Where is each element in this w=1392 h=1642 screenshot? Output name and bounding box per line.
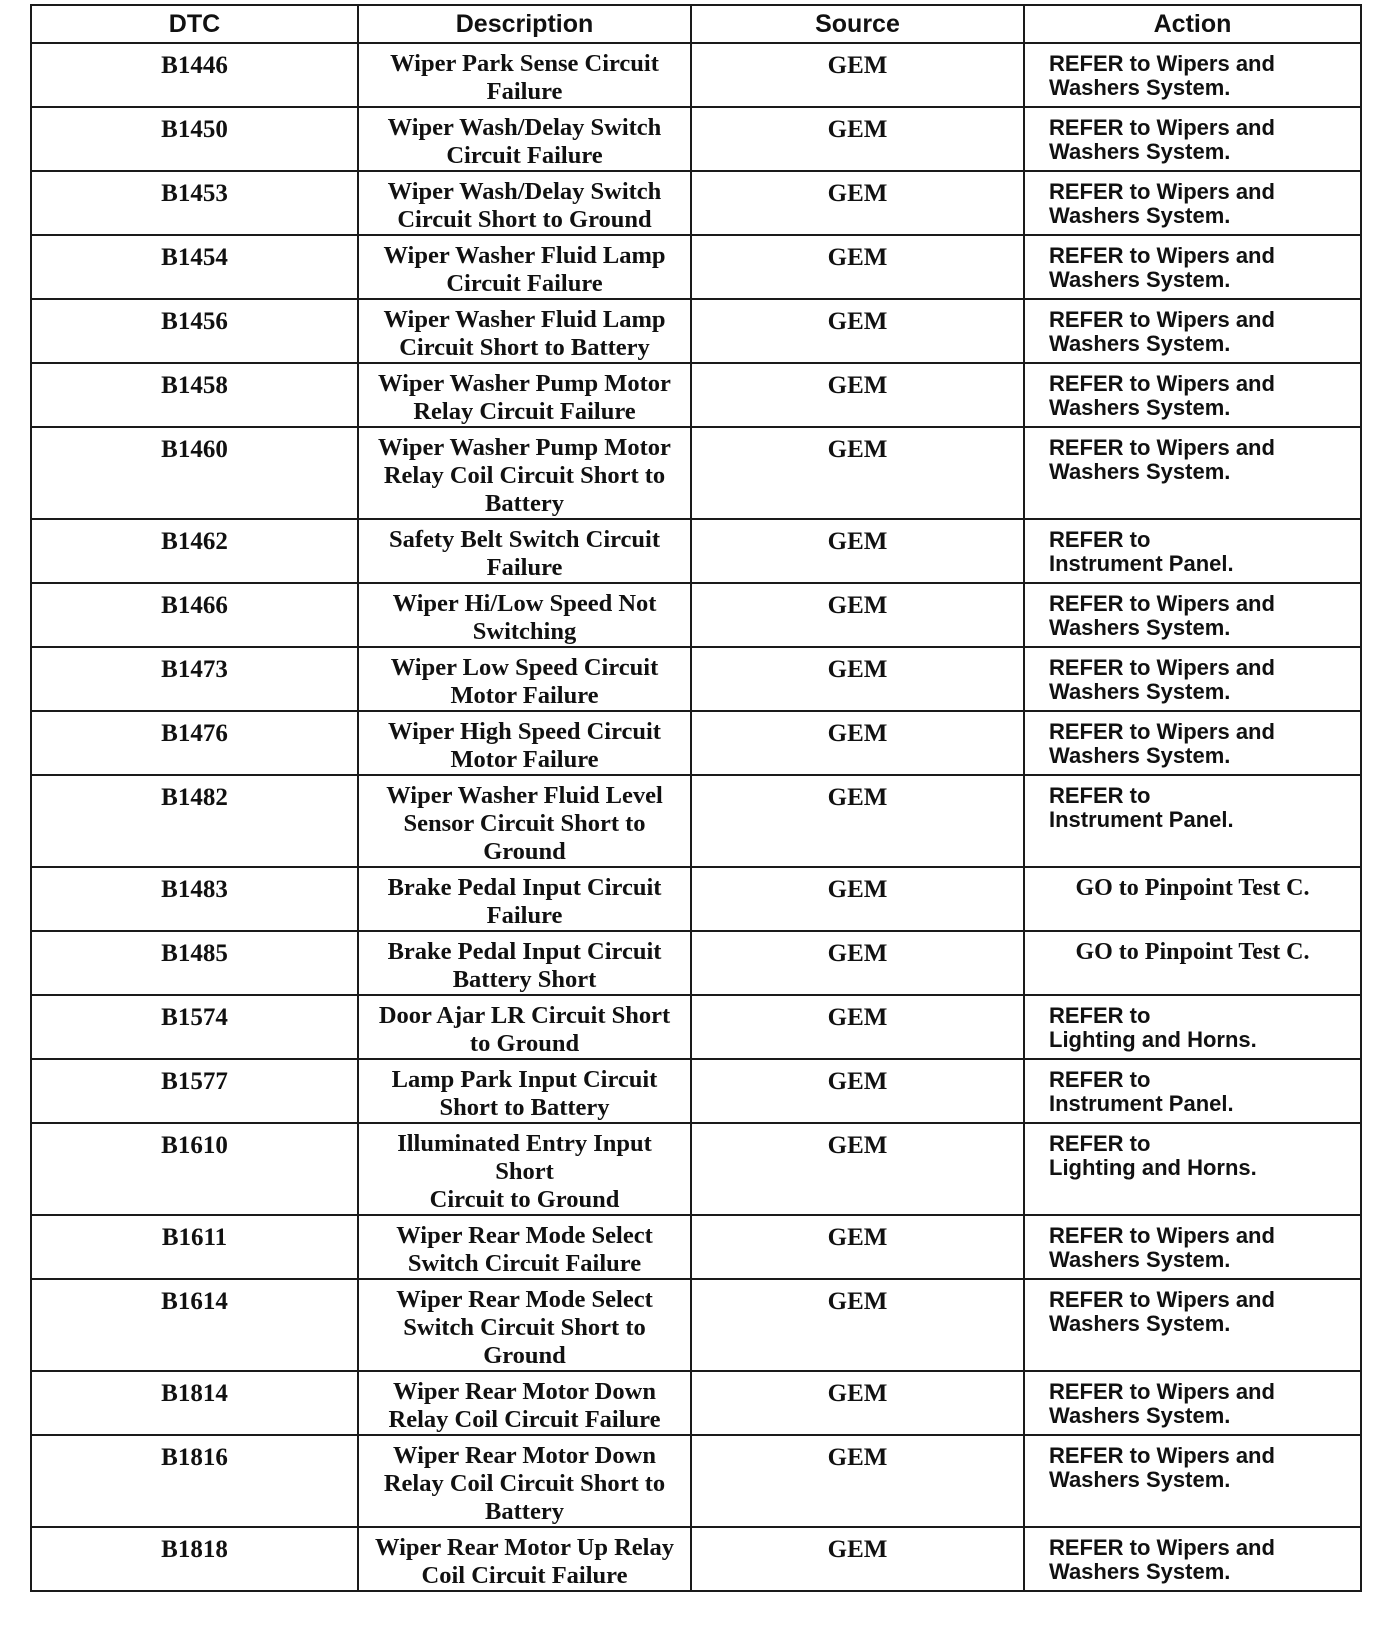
description-line: Wiper Rear Mode Select	[396, 1222, 653, 1249]
action-line: REFER to Wipers and	[1049, 591, 1275, 616]
dtc-source: GEM	[691, 1527, 1024, 1591]
description-line: Brake Pedal Input Circuit	[387, 938, 662, 965]
dtc-action	[1024, 775, 1361, 867]
action-line: Washers System.	[1049, 1559, 1231, 1584]
dtc-description	[358, 775, 691, 867]
table-row	[31, 1279, 1361, 1371]
dtc-source: GEM	[691, 1279, 1024, 1371]
dtc-action	[1024, 519, 1361, 583]
description-line: Wiper Hi/Low Speed Not	[392, 590, 657, 617]
action-line: Washers System.	[1049, 1467, 1231, 1492]
description-line: Wiper Washer Pump Motor	[378, 434, 671, 461]
description-line: Wiper Rear Mode Select	[396, 1286, 653, 1313]
dtc-code: B1453	[31, 171, 358, 235]
dtc-description	[358, 1371, 691, 1435]
dtc-code: B1483	[31, 867, 358, 931]
dtc-action	[1024, 647, 1361, 711]
dtc-source: GEM	[691, 1435, 1024, 1527]
action-line: Washers System.	[1049, 331, 1231, 356]
dtc-description	[358, 995, 691, 1059]
action-line: REFER to	[1049, 783, 1151, 808]
dtc-description	[358, 1123, 691, 1215]
action-line: REFER to Wipers and	[1049, 115, 1275, 140]
description-line: Brake Pedal Input Circuit	[387, 874, 662, 901]
table-header-row	[31, 5, 1361, 43]
action-line: Washers System.	[1049, 75, 1231, 100]
description-line: Wiper Wash/Delay Switch	[387, 178, 662, 205]
action-line: REFER to Wipers and	[1049, 307, 1275, 332]
table-row	[31, 235, 1361, 299]
dtc-code: B1476	[31, 711, 358, 775]
description-line: Wiper Park Sense Circuit	[390, 50, 659, 77]
description-line: Wiper High Speed Circuit	[388, 718, 661, 745]
dtc-source: GEM	[691, 171, 1024, 235]
dtc-source: GEM	[691, 995, 1024, 1059]
dtc-description	[358, 1215, 691, 1279]
action-line: Instrument Panel.	[1049, 551, 1234, 576]
dtc-source: GEM	[691, 647, 1024, 711]
description-line: Circuit to Ground	[429, 1186, 620, 1213]
action-line: Washers System.	[1049, 679, 1231, 704]
description-line: Wiper Washer Fluid Lamp	[383, 306, 666, 333]
dtc-action	[1024, 171, 1361, 235]
dtc-source: GEM	[691, 775, 1024, 867]
dtc-code: B1473	[31, 647, 358, 711]
description-line: Battery	[485, 1498, 564, 1525]
action-line: GO to Pinpoint Test C.	[1075, 875, 1310, 901]
description-line: Relay Coil Circuit Failure	[388, 1406, 661, 1433]
description-line: Wiper Rear Motor Down	[393, 1442, 656, 1469]
action-line: REFER to Wipers and	[1049, 51, 1275, 76]
dtc-code: B1614	[31, 1279, 358, 1371]
dtc-description	[358, 235, 691, 299]
table-row	[31, 107, 1361, 171]
action-line: REFER to	[1049, 527, 1151, 552]
header-description: Description	[358, 5, 691, 43]
action-line: GO to Pinpoint Test C.	[1075, 939, 1310, 965]
dtc-description	[358, 931, 691, 995]
description-line: Wiper Rear Motor Up Relay	[375, 1534, 674, 1561]
action-line: REFER to Wipers and	[1049, 1287, 1275, 1312]
description-line: Relay Coil Circuit Short to	[383, 462, 666, 489]
action-line: REFER to Wipers and	[1049, 1443, 1275, 1468]
dtc-code: B1814	[31, 1371, 358, 1435]
dtc-source: GEM	[691, 931, 1024, 995]
dtc-action	[1024, 363, 1361, 427]
action-line: Washers System.	[1049, 139, 1231, 164]
dtc-description	[358, 1435, 691, 1527]
table-row	[31, 43, 1361, 107]
dtc-source: GEM	[691, 1371, 1024, 1435]
description-line: Lamp Park Input Circuit	[391, 1066, 658, 1093]
dtc-description	[358, 171, 691, 235]
table-row	[31, 1527, 1361, 1591]
description-line: Relay Circuit Failure	[413, 398, 636, 425]
description-line: Wiper Wash/Delay Switch	[387, 114, 662, 141]
dtc-code: B1574	[31, 995, 358, 1059]
dtc-source: GEM	[691, 1059, 1024, 1123]
table-row	[31, 363, 1361, 427]
dtc-source: GEM	[691, 583, 1024, 647]
action-line: REFER to Wipers and	[1049, 1379, 1275, 1404]
description-line: Motor Failure	[450, 746, 599, 773]
description-line: Wiper Washer Pump Motor	[378, 370, 671, 397]
description-line: Switch Circuit Failure	[407, 1250, 642, 1277]
dtc-description	[358, 299, 691, 363]
description-line: to Ground	[469, 1030, 580, 1057]
dtc-action	[1024, 1371, 1361, 1435]
description-line: Circuit Failure	[446, 142, 603, 169]
description-line: Wiper Rear Motor Down	[393, 1378, 656, 1405]
description-line: Failure	[486, 78, 563, 105]
dtc-action	[1024, 1215, 1361, 1279]
action-line: Washers System.	[1049, 203, 1231, 228]
table-row	[31, 647, 1361, 711]
dtc-description	[358, 1059, 691, 1123]
dtc-description	[358, 711, 691, 775]
dtc-action	[1024, 1527, 1361, 1591]
action-line: Washers System.	[1049, 1403, 1231, 1428]
table-row	[31, 1215, 1361, 1279]
dtc-source: GEM	[691, 363, 1024, 427]
dtc-action	[1024, 867, 1361, 931]
table-row	[31, 1123, 1361, 1215]
dtc-description	[358, 867, 691, 931]
description-line: Wiper Washer Fluid Level	[386, 782, 663, 809]
table-row	[31, 171, 1361, 235]
dtc-source: GEM	[691, 107, 1024, 171]
dtc-action	[1024, 1435, 1361, 1527]
action-line: REFER to Wipers and	[1049, 179, 1275, 204]
description-line: Ground	[483, 1342, 566, 1369]
action-line: REFER to Wipers and	[1049, 719, 1275, 744]
dtc-code: B1482	[31, 775, 358, 867]
action-line: Washers System.	[1049, 615, 1231, 640]
description-line: Switching	[472, 618, 577, 645]
description-line: Failure	[486, 554, 563, 581]
dtc-source: GEM	[691, 711, 1024, 775]
dtc-description	[358, 1527, 691, 1591]
dtc-source: GEM	[691, 519, 1024, 583]
dtc-description	[358, 363, 691, 427]
table-row	[31, 775, 1361, 867]
description-line: Wiper Washer Fluid Lamp	[383, 242, 666, 269]
table-row	[31, 299, 1361, 363]
dtc-code: B1450	[31, 107, 358, 171]
description-line: Circuit Failure	[446, 270, 603, 297]
action-line: REFER to	[1049, 1131, 1151, 1156]
action-line: Washers System.	[1049, 1247, 1231, 1272]
dtc-action	[1024, 235, 1361, 299]
description-line: Ground	[483, 838, 566, 865]
dtc-code: B1456	[31, 299, 358, 363]
description-line: Wiper Low Speed Circuit	[390, 654, 659, 681]
table-row	[31, 519, 1361, 583]
table-row	[31, 995, 1361, 1059]
description-line: Circuit Short to Ground	[397, 206, 652, 233]
action-line: REFER to Wipers and	[1049, 243, 1275, 268]
description-line: Battery	[485, 490, 564, 517]
dtc-action	[1024, 995, 1361, 1059]
action-line: Washers System.	[1049, 395, 1231, 420]
description-line: Door Ajar LR Circuit Short	[378, 1002, 671, 1029]
dtc-description	[358, 43, 691, 107]
dtc-source: GEM	[691, 43, 1024, 107]
description-line: Failure	[486, 902, 563, 929]
dtc-action	[1024, 931, 1361, 995]
table-row	[31, 711, 1361, 775]
dtc-description	[358, 647, 691, 711]
table-body	[31, 43, 1361, 1591]
dtc-description	[358, 519, 691, 583]
dtc-action	[1024, 1123, 1361, 1215]
header-dtc: DTC	[31, 5, 358, 43]
description-line: Switch Circuit Short to	[403, 1314, 646, 1341]
dtc-code: B1485	[31, 931, 358, 995]
dtc-description	[358, 1279, 691, 1371]
table-row	[31, 427, 1361, 519]
table-row	[31, 867, 1361, 931]
description-line: Coil Circuit Failure	[421, 1562, 628, 1589]
action-line: Washers System.	[1049, 743, 1231, 768]
action-line: REFER to Wipers and	[1049, 655, 1275, 680]
dtc-source: GEM	[691, 427, 1024, 519]
dtc-action	[1024, 711, 1361, 775]
action-line: Instrument Panel.	[1049, 807, 1234, 832]
action-line: Washers System.	[1049, 267, 1231, 292]
action-line: REFER to Wipers and	[1049, 371, 1275, 396]
action-line: Lighting and Horns.	[1049, 1155, 1257, 1180]
dtc-action	[1024, 1279, 1361, 1371]
table-row	[31, 931, 1361, 995]
dtc-code: B1816	[31, 1435, 358, 1527]
description-line: Safety Belt Switch Circuit	[388, 526, 661, 553]
dtc-code: B1460	[31, 427, 358, 519]
dtc-code: B1610	[31, 1123, 358, 1215]
action-line: Washers System.	[1049, 1311, 1231, 1336]
dtc-code: B1458	[31, 363, 358, 427]
action-line: Instrument Panel.	[1049, 1091, 1234, 1116]
dtc-table	[30, 4, 1362, 1592]
dtc-action	[1024, 427, 1361, 519]
dtc-code: B1818	[31, 1527, 358, 1591]
description-line: Relay Coil Circuit Short to	[383, 1470, 666, 1497]
action-line: REFER to Wipers and	[1049, 1535, 1275, 1560]
action-line: Washers System.	[1049, 459, 1231, 484]
dtc-description	[358, 583, 691, 647]
action-line: Lighting and Horns.	[1049, 1027, 1257, 1052]
dtc-source: GEM	[691, 1123, 1024, 1215]
header-action: Action	[1024, 5, 1361, 43]
action-line: REFER to Wipers and	[1049, 1223, 1275, 1248]
description-line: Sensor Circuit Short to	[403, 810, 646, 837]
dtc-action	[1024, 1059, 1361, 1123]
description-line: Illuminated Entry Input Short	[397, 1130, 652, 1185]
description-line: Short to Battery	[439, 1094, 610, 1121]
dtc-action	[1024, 583, 1361, 647]
action-line: REFER to Wipers and	[1049, 435, 1275, 460]
dtc-action	[1024, 299, 1361, 363]
description-line: Motor Failure	[450, 682, 599, 709]
action-line: REFER to	[1049, 1003, 1151, 1028]
action-line: REFER to	[1049, 1067, 1151, 1092]
dtc-code: B1577	[31, 1059, 358, 1123]
dtc-code: B1611	[31, 1215, 358, 1279]
dtc-description	[358, 427, 691, 519]
dtc-code: B1466	[31, 583, 358, 647]
dtc-source: GEM	[691, 235, 1024, 299]
table-row	[31, 1371, 1361, 1435]
description-line: Battery Short	[452, 966, 597, 993]
dtc-source: GEM	[691, 867, 1024, 931]
header-source: Source	[691, 5, 1024, 43]
dtc-action	[1024, 107, 1361, 171]
dtc-source: GEM	[691, 1215, 1024, 1279]
table-row	[31, 1435, 1361, 1527]
dtc-source: GEM	[691, 299, 1024, 363]
dtc-code: B1462	[31, 519, 358, 583]
table-row	[31, 583, 1361, 647]
dtc-description	[358, 107, 691, 171]
dtc-code: B1454	[31, 235, 358, 299]
dtc-code: B1446	[31, 43, 358, 107]
dtc-action	[1024, 43, 1361, 107]
table-row	[31, 1059, 1361, 1123]
description-line: Circuit Short to Battery	[399, 334, 650, 361]
